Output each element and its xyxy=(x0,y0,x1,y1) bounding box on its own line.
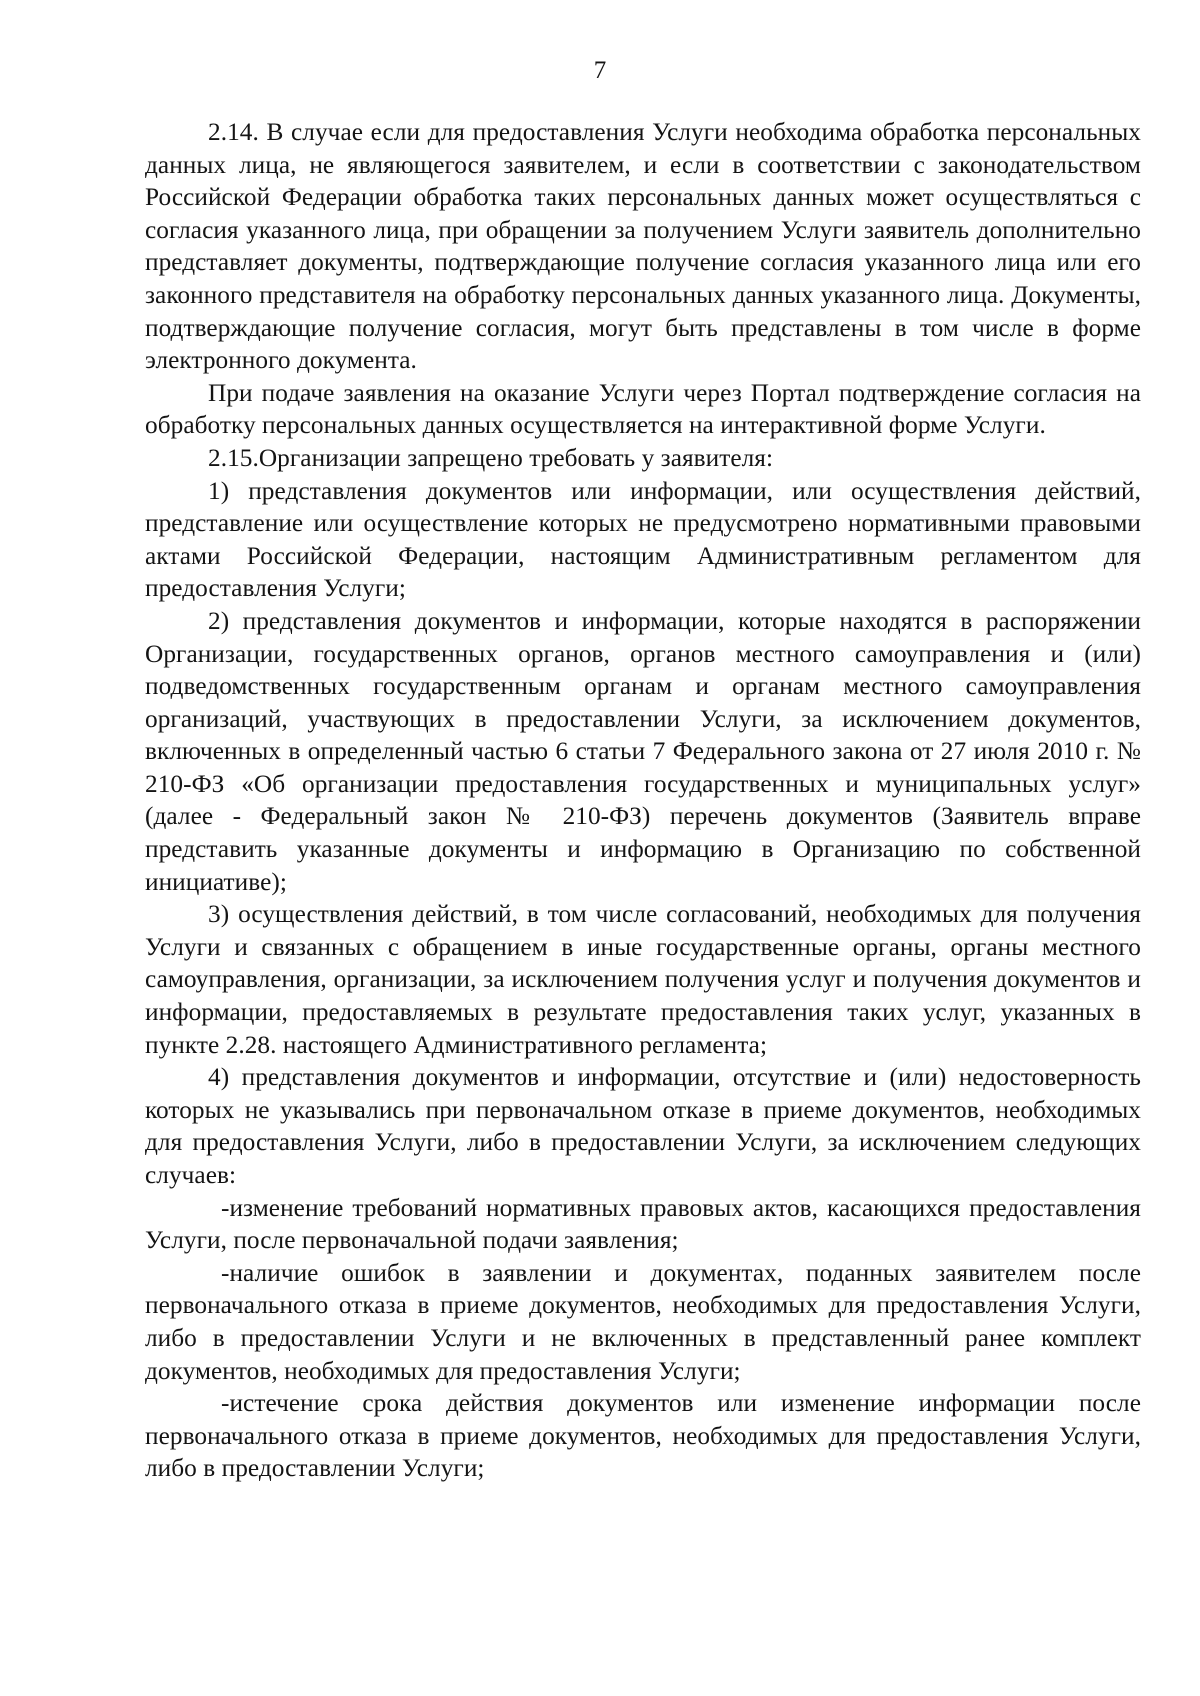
document-body xyxy=(145,116,1141,1485)
paragraph-portal-consent: При подаче заявления на оказание Услуги через Портал подтверждение согласия на обработку персональных данных осуществляется на интерактивной форме Услуги. xyxy=(145,378,1141,440)
exception-item-errors: -наличие ошибок в заявлении и документах, поданных заявителем после первоначального отказа в приеме документов, необходимых для предоставления Услуги, либо в предоставлении Услуги и не включенных в представленный ранее комплект документов, необходимых для предоставления Услуги; xyxy=(145,1258,1141,1385)
exception-item-expiry: -истечение срока действия документов или изменение информации после первоначального отказа в приеме документов, необходимых для предоставления Услуги, либо в предоставлении Услуги; xyxy=(145,1389,1141,1483)
paragraph-2-15: 2.15.Организации запрещено требовать у заявителя: xyxy=(208,443,774,472)
list-item-2: 2) представления документов и информации, которые находятся в распоряжении Организации, государственных органов, органов местного самоуправления и (или) подведомственных государственным органам и органам местного самоуправления организаций, участвующих в предоставлении Услуги, за исключением документов, включенных в определенный частью 6 статьи 7 Федерального закона от 27 июля 2010 г. № 210-ФЗ «Об организации предоставления государственных и муниципальных услуг» (далее - Федеральный закон № 210-ФЗ) перечень документов (Заявитель вправе представить указанные документы и информацию в Организацию по собственной инициативе); xyxy=(145,606,1141,896)
list-item-4: 4) представления документов и информации, отсутствие и (или) недостоверность которых не указывались при первоначальном отказе в приеме документов, необходимых для предоставления Услуги, либо в предоставлении Услуги, за исключением следующих случаев: xyxy=(145,1063,1141,1189)
paragraph-2-14: 2.14. В случае если для предоставления Услуги необходима обработка персональных данных лица, не являющегося заявителем, и если в соответствии с законодательством Российской Федерации обработка таких персональных данных может осуществляться с согласия указанного лица, при обращении за получением Услуги заявитель дополнительно представляет документы, подтверждающие получение согласия указанного лица или его законного представителя на обработку персональных данных указанного лица. Документы, подтверждающие получение согласия, могут быть представлены в том числе в форме электронного документа. xyxy=(145,118,1141,375)
list-item-3: 3) осуществления действий, в том числе согласований, необходимых для получения Услуги и связанных с обращением в иные государственные органы, органы местного самоуправления, организации, за исключением получения услуг и получения документов и информации, предоставляемых в результате предоставления таких услуг, указанных в пункте 2.28. настоящего Административного регламента; xyxy=(145,900,1141,1059)
exception-item-requirements-change: -изменение требований нормативных правовых актов, касающихся предоставления Услуги, после первоначальной подачи заявления; xyxy=(145,1193,1141,1255)
page-number: 7 xyxy=(593,57,607,84)
list-item-1: 1) представления документов или информации, или осуществления действий, представление или осуществление которых не предусмотрено нормативными правовыми актами Российской Федерации, настоящим Административным регламентом для предоставления Услуги; xyxy=(145,476,1141,603)
